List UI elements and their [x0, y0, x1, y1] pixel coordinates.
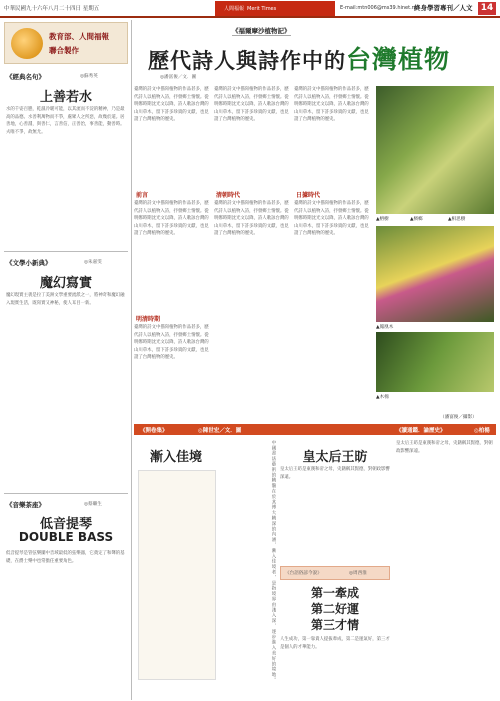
- history-title: 皇太后王昉: [302, 450, 368, 465]
- idiom-line-3: 第三才情: [310, 618, 359, 632]
- idiom-line-2: 第二好運: [310, 602, 359, 616]
- logo-text: 人間福報: [224, 6, 245, 12]
- feature-author: ◎潘富俊／文．圖: [160, 75, 197, 80]
- promo-box: [4, 22, 128, 64]
- idiom-line-1: 第一牽成: [310, 586, 359, 600]
- classic-author: ◎蘇秀英: [80, 74, 98, 79]
- history-body-cont: 皇太后王昉是東漢和帝之母，史籍稱其賢德，對朝政影響深遠。: [396, 441, 493, 454]
- section-heading: 前言: [136, 192, 149, 199]
- divider: [4, 251, 128, 252]
- calligraphy-body: 中國書法藝術的精髓在於其博大精深的內涵，漸入佳境者，是指境界由淺入深，逐步進入美好的境地。: [271, 440, 276, 683]
- idiom-author: ◎周西淮: [349, 571, 367, 576]
- feature-intro-cont: 臺灣的詩文中描寫植物的作品甚多，歷代詩人以植物入詩，抒發鄉土情懷。從明鄭時期沈光文以降，詩人歌詠台灣的山川草木，留下許多珍貴的文獻，也見證了台灣植物的歷史。: [294, 87, 369, 123]
- email: E-mail:mtn006@ms39.hinet.net: [340, 5, 420, 11]
- calligraphy-image: [138, 470, 216, 680]
- section-heading: 清朝時代: [216, 192, 241, 199]
- divider: [4, 493, 128, 494]
- band-right-author: ◎柏楊: [474, 428, 490, 434]
- music-author: ◎蔡繼生: [84, 502, 102, 507]
- classic-tag: 《經典名句》: [6, 73, 45, 81]
- band-left-author: ◎陳世宏／文．圖: [198, 428, 242, 434]
- feature-body: 臺灣的詩文中描寫植物的作品甚多，歷代詩人以植物入詩，抒發鄉土情懷。從明鄭時期沈光文以降，詩人歌詠台灣的山川草木，留下許多珍貴的文獻，也見證了台灣植物的歷史。: [134, 325, 209, 361]
- music-body: 低音提琴是管弦樂團中音域最低的弦樂器，它奠定了和聲的基礎，在爵士樂中也常擔任重要角色。: [6, 551, 125, 564]
- photo-banyan: [376, 86, 494, 214]
- feature-intro-cont: 臺灣的詩文中描寫植物的作品甚多，歷代詩人以植物入詩，抒發鄉土情懷。從明鄭時期沈光文以降，詩人歌詠台灣的山川草木，留下許多珍貴的文獻，也見證了台灣植物的歷史。: [214, 87, 289, 123]
- section-heading: 明清時期: [136, 316, 161, 323]
- feature-title: [148, 40, 450, 76]
- page-header: [0, 0, 500, 18]
- photo-caption: ▲鳳凰木: [376, 325, 394, 330]
- music-tag: 《音樂茶座》: [6, 501, 45, 509]
- idiom-body: 人生成功，第一靠貴人提拔牽成，第二是運氣好，第三才是個人的才華能力。: [280, 637, 390, 650]
- literature-author: ◎朱嘉雯: [84, 260, 102, 265]
- feature-body: 臺灣的詩文中描寫植物的作品甚多，歷代詩人以植物入詩，抒發鄉土情懷。從明鄭時期沈光文以降，詩人歌詠台灣的山川草木，留下許多珍貴的文獻，也見證了台灣植物的歷史。: [214, 201, 289, 237]
- issue-date: 中華民國九十六年八月二十四日 星期五: [4, 6, 100, 12]
- photo-caption: ▲木棉: [376, 395, 389, 400]
- feature-body: 臺灣的詩文中描寫植物的作品甚多，歷代詩人以植物入詩，抒發鄉土情懷。從明鄭時期沈光文以降，詩人歌詠台灣的山川草木，留下許多珍貴的文獻，也見證了台灣植物的歷史。: [294, 201, 369, 237]
- photo-credit: （潘富俊／攝影）: [440, 415, 477, 420]
- section-name: 終身學習專刊／人文: [414, 4, 473, 12]
- music-subtitle: DOUBLE BASS: [18, 530, 114, 544]
- photo-kapok: [376, 332, 494, 392]
- music-title: 低音提琴: [39, 517, 92, 532]
- photo-caption: ▲榕樹: [376, 217, 389, 222]
- classic-title: 上善若水: [39, 90, 92, 105]
- page-number: 14: [478, 2, 496, 15]
- section-band: [134, 424, 496, 435]
- literature-title: 魔幻寫實: [39, 276, 92, 291]
- band-left-tag: 《開卷集》: [140, 428, 168, 434]
- history-body: 皇太后王昉是東漢和帝之母，史籍稱其賢德，對朝政影響深遠。: [280, 467, 390, 480]
- photo-caption: ▲檳榔: [410, 217, 423, 222]
- promo-line-2: 聯合製作: [49, 46, 79, 55]
- feature-intro: 臺灣的詩文中描寫植物的作品甚多，歷代詩人以植物入詩，抒發鄉土情懷。從明鄭時期沈光文以降，詩人歌詠台灣的山川草木，留下許多珍貴的文獻，也見證了台灣植物的歷史。: [134, 87, 209, 123]
- section-heading: 日據時代: [296, 192, 321, 199]
- logo-sub: Merit Times: [247, 6, 277, 12]
- idiom-tag-bar: [280, 566, 390, 580]
- literature-body: 魔幻現實主義是拉丁美洲文學重要流派之一，將神奇和魔幻融入現實生活，既寫實又神秘，使人耳目一新。: [6, 293, 125, 306]
- idiom-tag: 《台語俗諺今說》: [285, 571, 322, 576]
- classic-body: 水的千姿百態，乾濕冷暖可能，以其流而不淀的精神，乃是最高的品德。水善利萬物而不爭，處眾人之所惡，故幾於道。居善地，心善淵，與善仁，言善信，正善治，事善能，動善時。夫唯不爭，故無尤。: [6, 107, 125, 135]
- feature-body: 臺灣的詩文中描寫植物的作品甚多，歷代詩人以植物入詩，抒發鄉土情懷。從明鄭時期沈光文以降，詩人歌詠台灣的山川草木，留下許多珍貴的文獻，也見證了台灣植物的歷史。: [134, 201, 209, 237]
- promo-line-1: 教育部、人間福報: [49, 32, 109, 41]
- column-divider: [131, 20, 132, 700]
- photo-flame-tree: [376, 226, 494, 322]
- photo-caption: ▲相思樹: [448, 217, 466, 222]
- newspaper-logo: [215, 1, 335, 16]
- award-icon: [11, 28, 43, 59]
- feature-kicker: 《福爾摩沙植物記》: [232, 27, 291, 35]
- literature-tag: 《文學小新典》: [6, 259, 52, 267]
- calligraphy-title: 漸入佳境: [149, 450, 202, 465]
- band-mid-tag: 《讀通鑑．論歷史》: [396, 428, 446, 434]
- feature-title-a: 歷代詩人與詩作中的: [148, 49, 346, 73]
- feature-title-b: 台灣植物: [346, 45, 451, 74]
